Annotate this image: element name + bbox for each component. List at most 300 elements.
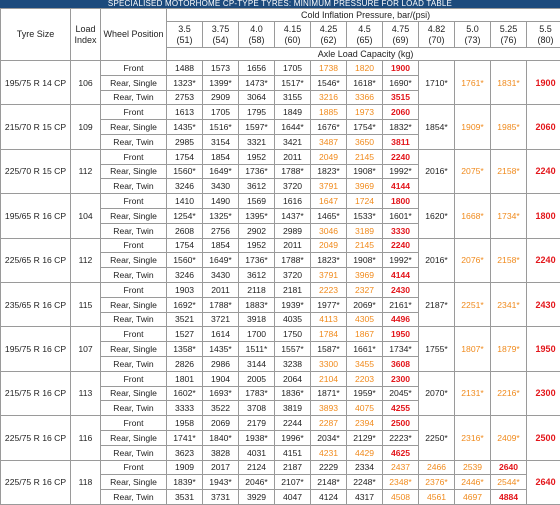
pressure-bar: 5.0 xyxy=(455,24,490,35)
load-value-cell: 1254* xyxy=(167,208,203,223)
tyre-size-cell: 225/75 R 16 CP xyxy=(1,416,71,460)
load-value-cell: 1693* xyxy=(203,386,239,401)
load-value-cell: 1750 xyxy=(275,327,311,342)
load-value-cell: 3819 xyxy=(275,401,311,416)
load-value-cell: 2756 xyxy=(203,223,239,238)
wheel-position-cell: Front xyxy=(101,61,167,76)
load-value-cell: 1885 xyxy=(311,105,347,120)
wheel-position-cell: Rear, Twin xyxy=(101,268,167,283)
load-index-cell: 118 xyxy=(71,460,101,504)
load-value-cell: 1569 xyxy=(239,194,275,209)
table-row xyxy=(1,416,560,431)
wheel-position-cell: Rear, Single xyxy=(101,386,167,401)
load-value-cell: 1939* xyxy=(275,297,311,312)
load-value-cell: 1602* xyxy=(167,386,203,401)
load-value-cell: 1900 xyxy=(383,61,419,76)
pressure-bar: 5.25 xyxy=(491,24,526,35)
load-value-cell: 1668* xyxy=(455,194,491,238)
load-value-cell: 1871* xyxy=(311,386,347,401)
load-value-cell: 1840* xyxy=(203,430,239,445)
load-value-cell: 3521 xyxy=(167,312,203,327)
wheel-position-cell: Front xyxy=(101,105,167,120)
load-value-cell: 2223* xyxy=(383,430,419,445)
load-value-cell: 1560* xyxy=(167,164,203,179)
load-value-cell: 2240 xyxy=(383,149,419,164)
load-value-cell: 3650 xyxy=(347,134,383,149)
load-value-cell: 1985* xyxy=(491,105,527,149)
load-value-cell: 2376* xyxy=(419,475,455,490)
table-title: SPECIALISED MOTORHOME CP-TYPE TYRES: MINIMUM PRESSURE FOR LOAD TABLE xyxy=(0,0,560,8)
load-value-cell: 3155 xyxy=(275,90,311,105)
wheel-position-cell: Front xyxy=(101,416,167,431)
load-value-cell: 1952 xyxy=(239,149,275,164)
load-index-cell: 113 xyxy=(71,371,101,415)
load-value-cell: 1900 xyxy=(527,61,560,105)
load-value-cell: 1690* xyxy=(383,75,419,90)
load-value-cell: 2064 xyxy=(275,371,311,386)
load-value-cell: 1820 xyxy=(347,61,383,76)
load-value-cell: 4305 xyxy=(347,312,383,327)
load-value-cell: 2187* xyxy=(419,282,455,326)
load-value-cell: 1754 xyxy=(167,149,203,164)
load-value-cell: 1950 xyxy=(383,327,419,342)
wheel-position-cell: Rear, Twin xyxy=(101,490,167,505)
wheel-position-cell: Rear, Single xyxy=(101,164,167,179)
load-value-cell: 2158* xyxy=(491,238,527,282)
load-value-cell: 3144 xyxy=(239,356,275,371)
load-value-cell: 3064 xyxy=(239,90,275,105)
load-value-cell: 2251* xyxy=(455,282,491,326)
wheel-position-cell: Front xyxy=(101,371,167,386)
table-row xyxy=(1,327,560,342)
pressure-psi: (58) xyxy=(239,35,274,46)
header-load-index: Load Index xyxy=(71,9,101,61)
pressure-header xyxy=(167,22,203,48)
load-value-cell: 1996* xyxy=(275,430,311,445)
load-value-cell: 4429 xyxy=(347,445,383,460)
load-value-cell: 3300 xyxy=(311,356,347,371)
load-value-cell: 3238 xyxy=(275,356,311,371)
load-value-cell: 2107* xyxy=(275,475,311,490)
load-index-cell: 112 xyxy=(71,149,101,193)
load-value-cell: 2327 xyxy=(347,282,383,297)
load-value-cell: 3969 xyxy=(347,268,383,283)
load-value-cell: 2446* xyxy=(455,475,491,490)
load-value-cell: 4144 xyxy=(383,179,419,194)
load-value-cell: 1395* xyxy=(239,208,275,223)
load-value-cell: 2989 xyxy=(275,223,311,238)
load-value-cell: 3791 xyxy=(311,268,347,283)
pressure-psi: (76) xyxy=(491,35,526,46)
load-value-cell: 2075* xyxy=(455,149,491,193)
wheel-position-cell: Front xyxy=(101,194,167,209)
load-value-cell: 3421 xyxy=(275,134,311,149)
load-value-cell: 1977* xyxy=(311,297,347,312)
load-value-cell: 3246 xyxy=(167,268,203,283)
load-value-cell: 1517* xyxy=(275,75,311,90)
load-value-cell: 3430 xyxy=(203,268,239,283)
table-row xyxy=(1,460,560,475)
load-value-cell: 2129* xyxy=(347,430,383,445)
pressure-psi: (65) xyxy=(347,35,382,46)
pressure-header xyxy=(383,22,419,48)
pressure-psi: (73) xyxy=(455,35,490,46)
pressure-bar: 3.5 xyxy=(167,24,202,35)
load-value-cell: 3321 xyxy=(239,134,275,149)
load-value-cell: 1410 xyxy=(167,194,203,209)
wheel-position-cell: Rear, Single xyxy=(101,430,167,445)
load-value-cell: 2300 xyxy=(527,371,560,415)
load-value-cell: 2409* xyxy=(491,416,527,460)
load-value-cell: 2909 xyxy=(203,90,239,105)
table-row xyxy=(1,371,560,386)
load-value-cell: 1903 xyxy=(167,282,203,297)
load-value-cell: 1854 xyxy=(203,238,239,253)
load-value-cell: 2187 xyxy=(275,460,311,475)
load-value-cell: 4124 xyxy=(311,490,347,505)
load-value-cell: 1788* xyxy=(275,164,311,179)
load-value-cell: 2158* xyxy=(491,149,527,193)
load-value-cell: 1952 xyxy=(239,238,275,253)
load-value-cell: 1734* xyxy=(491,194,527,238)
load-value-cell: 1734* xyxy=(383,342,419,357)
load-value-cell: 1437* xyxy=(275,208,311,223)
wheel-position-cell: Rear, Twin xyxy=(101,179,167,194)
load-value-cell: 4151 xyxy=(275,445,311,460)
load-value-cell: 1904 xyxy=(203,371,239,386)
load-value-cell: 2161* xyxy=(383,297,419,312)
tyre-size-cell: 195/75 R 16 CP xyxy=(1,327,71,371)
load-value-cell: 1710* xyxy=(419,61,455,105)
load-value-cell: 4508 xyxy=(383,490,419,505)
tyre-size-cell: 225/75 R 16 CP xyxy=(1,460,71,504)
load-value-cell: 1783* xyxy=(239,386,275,401)
load-value-cell: 2011 xyxy=(275,149,311,164)
load-value-cell: 2500 xyxy=(383,416,419,431)
load-value-cell: 4047 xyxy=(275,490,311,505)
load-value-cell: 3189 xyxy=(347,223,383,238)
wheel-position-cell: Front xyxy=(101,238,167,253)
load-value-cell: 2005 xyxy=(239,371,275,386)
load-value-cell: 4317 xyxy=(347,490,383,505)
load-value-cell: 2069 xyxy=(203,416,239,431)
load-value-cell: 4113 xyxy=(311,312,347,327)
load-value-cell: 1649* xyxy=(203,164,239,179)
load-value-cell: 2640 xyxy=(527,460,560,504)
load-value-cell: 3720 xyxy=(275,268,311,283)
load-value-cell: 1800 xyxy=(383,194,419,209)
load-value-cell: 2240 xyxy=(527,238,560,282)
load-value-cell: 3366 xyxy=(347,90,383,105)
load-value-cell: 3333 xyxy=(167,401,203,416)
load-value-cell: 2070* xyxy=(419,371,455,415)
wheel-position-cell: Rear, Single xyxy=(101,475,167,490)
load-value-cell: 3731 xyxy=(203,490,239,505)
load-value-cell: 1676* xyxy=(311,120,347,135)
load-value-cell: 2250* xyxy=(419,416,455,460)
load-value-cell: 3246 xyxy=(167,179,203,194)
load-value-cell: 1958 xyxy=(167,416,203,431)
wheel-position-cell: Rear, Twin xyxy=(101,312,167,327)
wheel-position-cell: Rear, Twin xyxy=(101,356,167,371)
load-value-cell: 2334 xyxy=(347,460,383,475)
load-value-cell: 4255 xyxy=(383,401,419,416)
load-value-cell: 2118 xyxy=(239,282,275,297)
load-value-cell: 1473* xyxy=(239,75,275,90)
load-value-cell: 2229 xyxy=(311,460,347,475)
load-value-cell: 3154 xyxy=(203,134,239,149)
load-value-cell: 4035 xyxy=(275,312,311,327)
load-value-cell: 2640 xyxy=(491,460,527,475)
load-value-cell: 1573 xyxy=(203,61,239,76)
load-value-cell: 1613 xyxy=(167,105,203,120)
table-row xyxy=(1,105,560,120)
load-value-cell: 3623 xyxy=(167,445,203,460)
load-value-cell: 2016* xyxy=(419,149,455,193)
load-value-cell: 3720 xyxy=(275,179,311,194)
wheel-position-cell: Rear, Twin xyxy=(101,90,167,105)
wheel-position-cell: Rear, Single xyxy=(101,75,167,90)
load-value-cell: 2608 xyxy=(167,223,203,238)
load-value-cell: 1516* xyxy=(203,120,239,135)
load-value-cell: 1849 xyxy=(275,105,311,120)
load-value-cell: 2060 xyxy=(527,105,560,149)
wheel-position-cell: Rear, Twin xyxy=(101,134,167,149)
load-value-cell: 1754 xyxy=(167,238,203,253)
load-value-cell: 4144 xyxy=(383,268,419,283)
load-value-cell: 3969 xyxy=(347,179,383,194)
load-value-cell: 1959* xyxy=(347,386,383,401)
load-value-cell: 1656 xyxy=(239,61,275,76)
pressure-psi: (70) xyxy=(419,35,454,46)
wheel-position-cell: Front xyxy=(101,460,167,475)
load-value-cell: 1527 xyxy=(167,327,203,342)
pressure-psi: (54) xyxy=(203,35,238,46)
load-value-cell: 2223 xyxy=(311,282,347,297)
pressure-header xyxy=(239,22,275,48)
load-value-cell: 2986 xyxy=(203,356,239,371)
load-value-cell: 3708 xyxy=(239,401,275,416)
load-value-cell: 1800 xyxy=(527,194,560,238)
wheel-position-cell: Rear, Single xyxy=(101,342,167,357)
wheel-position-cell: Rear, Twin xyxy=(101,401,167,416)
load-value-cell: 1490 xyxy=(203,194,239,209)
load-value-cell: 3918 xyxy=(239,312,275,327)
table-row xyxy=(1,282,560,297)
tyre-size-cell: 195/65 R 16 CP xyxy=(1,194,71,238)
load-value-cell: 1465* xyxy=(311,208,347,223)
load-value-cell: 2145 xyxy=(347,238,383,253)
load-value-cell: 1705 xyxy=(203,105,239,120)
pressure-header xyxy=(311,22,347,48)
load-index-cell: 106 xyxy=(71,61,101,105)
load-value-cell: 3612 xyxy=(239,179,275,194)
pressure-psi: (60) xyxy=(275,35,310,46)
tyre-size-cell: 235/65 R 16 CP xyxy=(1,282,71,326)
pressure-bar: 5.5 xyxy=(527,24,560,35)
load-value-cell: 1755* xyxy=(419,327,455,371)
load-value-cell: 1647 xyxy=(311,194,347,209)
pressure-bar: 4.5 xyxy=(347,24,382,35)
table-row xyxy=(1,194,560,209)
load-value-cell: 3487 xyxy=(311,134,347,149)
load-value-cell: 2287 xyxy=(311,416,347,431)
table-row xyxy=(1,61,560,76)
pressure-psi: (80) xyxy=(527,35,560,46)
load-index-cell: 115 xyxy=(71,282,101,326)
load-value-cell: 1839* xyxy=(167,475,203,490)
pressure-bar: 4.75 xyxy=(383,24,418,35)
load-value-cell: 2539 xyxy=(455,460,491,475)
load-value-cell: 1738 xyxy=(311,61,347,76)
pressure-header xyxy=(203,22,239,48)
load-value-cell: 1973 xyxy=(347,105,383,120)
load-value-cell: 3522 xyxy=(203,401,239,416)
load-value-cell: 1511* xyxy=(239,342,275,357)
tyre-size-cell: 195/75 R 14 CP xyxy=(1,61,71,105)
load-value-cell: 2466 xyxy=(419,460,455,475)
load-value-cell: 1620* xyxy=(419,194,455,238)
load-value-cell: 3330 xyxy=(383,223,419,238)
load-value-cell: 1879* xyxy=(491,327,527,371)
load-value-cell: 1908* xyxy=(347,253,383,268)
load-value-cell: 2145 xyxy=(347,149,383,164)
load-value-cell: 3811 xyxy=(383,134,419,149)
load-value-cell: 1823* xyxy=(311,164,347,179)
pressure-bar: 4.82 xyxy=(419,24,454,35)
load-value-cell: 1836* xyxy=(275,386,311,401)
load-value-cell: 2826 xyxy=(167,356,203,371)
load-value-cell: 1741* xyxy=(167,430,203,445)
pressure-header xyxy=(275,22,311,48)
load-value-cell: 2045* xyxy=(383,386,419,401)
table-row xyxy=(1,238,560,253)
load-value-cell: 1788* xyxy=(275,253,311,268)
header-cold-inflation: Cold Inflation Pressure, bar/(psi) xyxy=(167,9,560,22)
load-value-cell: 2034* xyxy=(311,430,347,445)
load-value-cell: 3430 xyxy=(203,179,239,194)
pressure-header xyxy=(491,22,527,48)
load-value-cell: 1854 xyxy=(203,149,239,164)
pressure-bar: 4.0 xyxy=(239,24,274,35)
load-table xyxy=(0,8,560,505)
load-value-cell: 1546* xyxy=(311,75,347,90)
load-value-cell: 2248* xyxy=(347,475,383,490)
load-value-cell: 1938* xyxy=(239,430,275,445)
load-value-cell: 2341* xyxy=(491,282,527,326)
load-index-cell: 107 xyxy=(71,327,101,371)
load-value-cell: 2181 xyxy=(275,282,311,297)
wheel-position-cell: Rear, Twin xyxy=(101,445,167,460)
load-value-cell: 1823* xyxy=(311,253,347,268)
wheel-position-cell: Front xyxy=(101,149,167,164)
pressure-psi: (62) xyxy=(311,35,346,46)
load-value-cell: 4075 xyxy=(347,401,383,416)
load-value-cell: 2017 xyxy=(203,460,239,475)
pressure-header xyxy=(527,22,560,48)
load-value-cell: 1788* xyxy=(203,297,239,312)
load-value-cell: 2179 xyxy=(239,416,275,431)
load-value-cell: 2060 xyxy=(383,105,419,120)
wheel-position-cell: Front xyxy=(101,282,167,297)
load-value-cell: 4625 xyxy=(383,445,419,460)
load-value-cell: 3828 xyxy=(203,445,239,460)
load-value-cell: 1560* xyxy=(167,253,203,268)
tyre-size-cell: 215/75 R 16 CP xyxy=(1,371,71,415)
load-value-cell: 2240 xyxy=(527,149,560,193)
wheel-position-cell: Rear, Single xyxy=(101,297,167,312)
load-value-cell: 1736* xyxy=(239,164,275,179)
load-value-cell: 1784 xyxy=(311,327,347,342)
load-value-cell: 3929 xyxy=(239,490,275,505)
load-value-cell: 2500 xyxy=(527,416,560,460)
load-value-cell: 1908* xyxy=(347,164,383,179)
load-value-cell: 1661* xyxy=(347,342,383,357)
pressure-psi: (51) xyxy=(167,35,202,46)
wheel-position-cell: Rear, Single xyxy=(101,253,167,268)
load-value-cell: 2076* xyxy=(455,238,491,282)
load-value-cell: 1801 xyxy=(167,371,203,386)
load-index-cell: 116 xyxy=(71,416,101,460)
load-value-cell: 1435* xyxy=(203,342,239,357)
load-value-cell: 4884 xyxy=(491,490,527,505)
load-value-cell: 1854* xyxy=(419,105,455,149)
load-value-cell: 4561 xyxy=(419,490,455,505)
load-value-cell: 1601* xyxy=(383,208,419,223)
load-value-cell: 2753 xyxy=(167,90,203,105)
load-value-cell: 1649* xyxy=(203,253,239,268)
load-value-cell: 2104 xyxy=(311,371,347,386)
load-value-cell: 2430 xyxy=(383,282,419,297)
load-value-cell: 2544* xyxy=(491,475,527,490)
load-value-cell: 3893 xyxy=(311,401,347,416)
load-value-cell: 1597* xyxy=(239,120,275,135)
pressure-header xyxy=(419,22,455,48)
load-value-cell: 2049 xyxy=(311,238,347,253)
load-value-cell: 1909 xyxy=(167,460,203,475)
load-value-cell: 1867 xyxy=(347,327,383,342)
load-value-cell: 1700 xyxy=(239,327,275,342)
load-value-cell: 3046 xyxy=(311,223,347,238)
load-value-cell: 2430 xyxy=(527,282,560,326)
load-value-cell: 3515 xyxy=(383,90,419,105)
load-value-cell: 1736* xyxy=(239,253,275,268)
load-value-cell: 1754* xyxy=(347,120,383,135)
load-index-cell: 104 xyxy=(71,194,101,238)
load-value-cell: 1992* xyxy=(383,164,419,179)
load-value-cell: 2216* xyxy=(491,371,527,415)
pressure-bar: 4.25 xyxy=(311,24,346,35)
load-value-cell: 1435* xyxy=(167,120,203,135)
load-value-cell: 1323* xyxy=(167,75,203,90)
load-value-cell: 1616 xyxy=(275,194,311,209)
load-value-cell: 2148* xyxy=(311,475,347,490)
load-value-cell: 1618* xyxy=(347,75,383,90)
load-value-cell: 2069* xyxy=(347,297,383,312)
load-value-cell: 1488 xyxy=(167,61,203,76)
load-value-cell: 1557* xyxy=(275,342,311,357)
load-value-cell: 1587* xyxy=(311,342,347,357)
load-value-cell: 3216 xyxy=(311,90,347,105)
load-value-cell: 2985 xyxy=(167,134,203,149)
load-value-cell: 3791 xyxy=(311,179,347,194)
load-value-cell: 1644* xyxy=(275,120,311,135)
header-wheel-position: Wheel Position xyxy=(101,9,167,61)
pressure-psi: (69) xyxy=(383,35,418,46)
load-value-cell: 2348* xyxy=(383,475,419,490)
wheel-position-cell: Rear, Twin xyxy=(101,223,167,238)
load-value-cell: 1950 xyxy=(527,327,560,371)
